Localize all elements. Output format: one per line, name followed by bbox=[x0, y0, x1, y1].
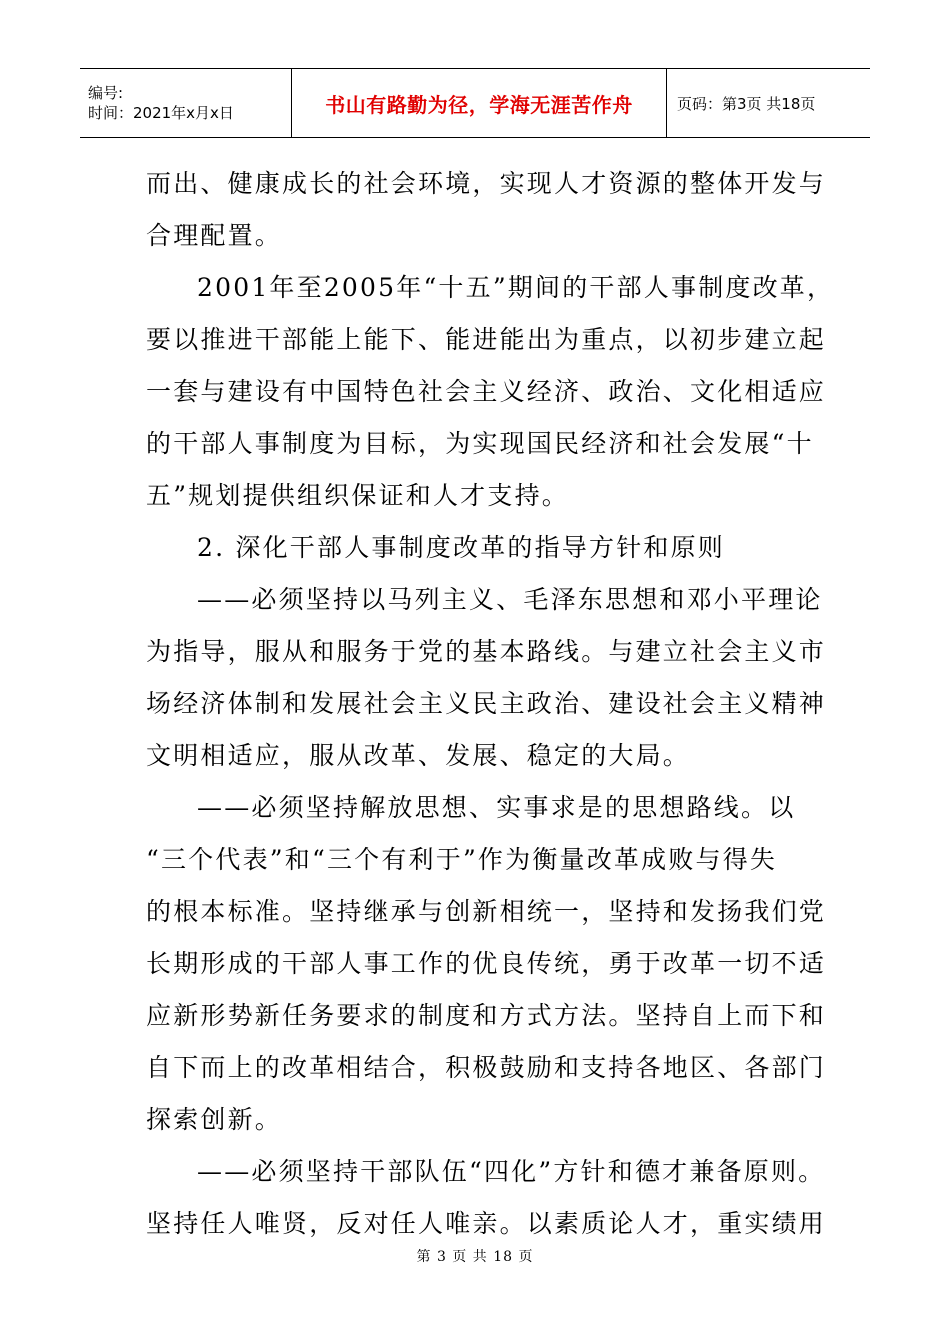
body-line: 合理配置。 bbox=[146, 221, 283, 250]
document-date: 时间：2021年x月x日 bbox=[88, 104, 234, 122]
body-line: 的干部人事制度为目标，为实现国民经济和社会发展“十 bbox=[146, 429, 814, 458]
paragraph-start: ——必须坚持干部队伍“四化”方针和德才兼备原则。 bbox=[197, 1157, 826, 1186]
body-line: 自下而上的改革相结合，积极鼓励和支持各地区、各部门 bbox=[146, 1053, 827, 1082]
paragraph-start: ——必须坚持以马列主义、毛泽东思想和邓小平理论 bbox=[197, 585, 823, 614]
page-header bbox=[80, 68, 870, 138]
body-line: 坚持任人唯贤，反对任人唯亲。以素质论人才，重实绩用 bbox=[146, 1209, 827, 1238]
header-meta bbox=[80, 69, 291, 137]
body-line: 要以推进干部能上能下、能进能出为重点，以初步建立起 bbox=[146, 325, 827, 354]
body-line: 五”规划提供组织保证和人才支持。 bbox=[146, 481, 569, 510]
header-page-cell bbox=[667, 69, 870, 137]
header-motto: 书山有路勤为径，学海无涯苦作舟 bbox=[325, 92, 633, 117]
body-line: 探索创新。 bbox=[146, 1105, 283, 1134]
paragraph-start: ——必须坚持解放思想、实事求是的思想路线。以 bbox=[197, 793, 796, 822]
body-line: 文明相适应，服从改革、发展、稳定的大局。 bbox=[146, 741, 691, 770]
header-motto-cell bbox=[291, 69, 667, 137]
document-number-label: 编号: bbox=[88, 84, 124, 102]
body-line: “三个代表”和“三个有利于”作为衡量改革成败与得失 bbox=[146, 845, 778, 874]
body-line: 的根本标准。坚持继承与创新相统一，坚持和发扬我们党 bbox=[146, 897, 827, 926]
header-page-number: 页码：第3页 共18页 bbox=[677, 94, 816, 113]
document-body bbox=[146, 158, 835, 1250]
section-heading: 2. 深化干部人事制度改革的指导方针和原则 bbox=[197, 533, 726, 562]
body-line: 应新形势新任务要求的制度和方式方法。坚持自上而下和 bbox=[146, 1001, 827, 1030]
page-footer bbox=[0, 1246, 950, 1266]
body-line: 而出、健康成长的社会环境，实现人才资源的整体开发与 bbox=[146, 169, 827, 198]
paragraph-start: 2001年至2005年“十五”期间的干部人事制度改革， bbox=[197, 273, 835, 302]
body-line: 为指导，服从和服务于党的基本路线。与建立社会主义市 bbox=[146, 637, 827, 666]
body-line: 场经济体制和发展社会主义民主政治、建设社会主义精神 bbox=[146, 689, 827, 718]
body-line: 一套与建设有中国特色社会主义经济、政治、文化相适应 bbox=[146, 377, 827, 406]
footer-page-number: 第 3 页 共 18 页 bbox=[416, 1249, 534, 1265]
body-line: 长期形成的干部人事工作的优良传统，勇于改革一切不适 bbox=[146, 949, 827, 978]
